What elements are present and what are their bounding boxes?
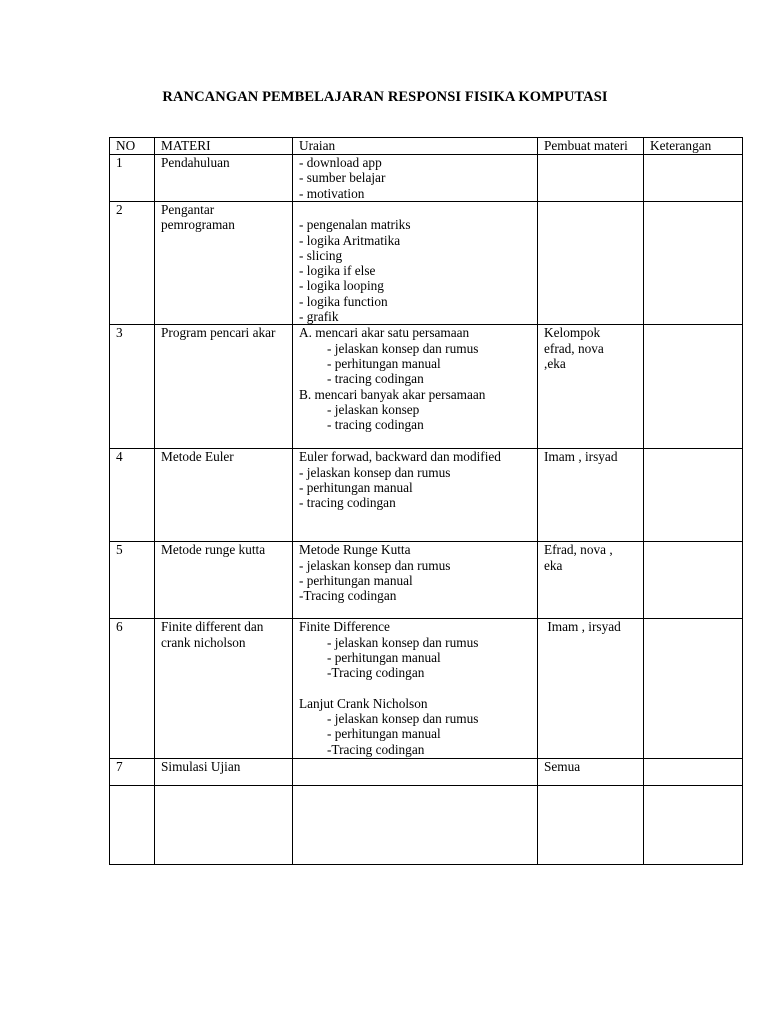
table-row [110, 325, 743, 449]
uraian-line: Finite Difference [299, 619, 390, 635]
row-materi: Simulasi Ujian [155, 759, 293, 786]
header-uraian: Uraian [293, 138, 538, 155]
row-materi: Program pencari akar [155, 325, 293, 449]
row-keterangan [644, 786, 743, 865]
row-materi: Metode Euler [155, 449, 293, 542]
table-row [110, 155, 743, 202]
lesson-plan-table [109, 137, 743, 865]
row-no: 4 [110, 449, 155, 542]
uraian-line: - jelaskan konsep dan rumus [327, 634, 479, 650]
uraian-line: - motivation [299, 185, 365, 201]
header-keterangan: Keterangan [644, 138, 743, 155]
uraian-line: - logika if else [299, 263, 376, 279]
uraian-line: Metode Runge Kutta [299, 542, 411, 558]
row-keterangan [644, 325, 743, 449]
row-materi: Pengantar pemrograman [155, 202, 293, 325]
row-uraian [293, 786, 538, 865]
table-row [110, 542, 743, 619]
row-keterangan [644, 759, 743, 786]
header-row [110, 138, 743, 155]
row-no: 3 [110, 325, 155, 449]
uraian-line: - jelaskan konsep dan rumus [299, 464, 451, 480]
uraian-line: - logika function [299, 293, 388, 309]
row-uraian [293, 202, 538, 325]
uraian-line: -Tracing codingan [299, 588, 397, 604]
row-no: 6 [110, 619, 155, 759]
header-no: NO [110, 138, 155, 155]
row-materi: Pendahuluan [155, 155, 293, 202]
row-materi: Metode runge kutta [155, 542, 293, 619]
uraian-line: - sumber belajar [299, 170, 386, 186]
pembuat-text: Kelompok efrad, nova ,eka [544, 325, 604, 371]
row-uraian [293, 325, 538, 449]
uraian-line: -Tracing codingan [327, 741, 425, 757]
row-pembuat-materi [538, 202, 644, 325]
uraian-line: - jelaskan konsep dan rumus [327, 711, 479, 727]
row-uraian [293, 155, 538, 202]
row-no [110, 786, 155, 865]
uraian-line: Euler forwad, backward dan modified [299, 449, 501, 465]
row-pembuat-materi [538, 786, 644, 865]
row-pembuat-materi [538, 542, 644, 619]
row-no: 7 [110, 759, 155, 786]
table-row [110, 202, 743, 325]
row-no: 2 [110, 202, 155, 325]
uraian-line: - perhitungan manual [327, 355, 441, 371]
row-keterangan [644, 619, 743, 759]
uraian-line: B. mencari banyak akar persamaan [299, 386, 486, 402]
row-uraian [293, 542, 538, 619]
document-title: RANCANGAN PEMBELAJARAN RESPONSI FISIKA KOMPUTASI [162, 89, 608, 105]
uraian-line: - perhitungan manual [327, 649, 441, 665]
row-pembuat-materi: Semua [538, 759, 644, 786]
uraian-line: - download app [299, 155, 382, 170]
row-no: 5 [110, 542, 155, 619]
row-uraian [293, 759, 538, 786]
pembuat-text: Efrad, nova , eka [544, 542, 613, 573]
row-pembuat-materi: Imam , irsyad [538, 449, 644, 542]
table-row [110, 619, 743, 759]
uraian-line: - jelaskan konsep dan rumus [327, 340, 479, 356]
header-materi: MATERI [155, 138, 293, 155]
uraian-line: - perhitungan manual [299, 572, 413, 588]
uraian-line: - tracing codingan [327, 371, 424, 387]
row-materi: Finite different dan crank nicholson [155, 619, 293, 759]
row-no: 1 [110, 155, 155, 202]
uraian-line: - logika looping [299, 278, 384, 294]
row-pembuat-materi [538, 155, 644, 202]
table-row [110, 449, 743, 542]
row-materi [155, 786, 293, 865]
row-keterangan [644, 449, 743, 542]
uraian-line: - jelaskan konsep dan rumus [299, 557, 451, 573]
uraian-line: - tracing codingan [327, 417, 424, 433]
row-keterangan [644, 202, 743, 325]
uraian-spacer [299, 202, 534, 217]
row-keterangan [644, 155, 743, 202]
uraian-line: - slicing [299, 247, 343, 263]
uraian-line: - logika Aritmatika [299, 232, 401, 248]
row-uraian [293, 619, 538, 759]
uraian-line: Lanjut Crank Nicholson [299, 695, 428, 711]
uraian-line: - pengenalan matriks [299, 217, 411, 233]
uraian-line: - jelaskan konsep [327, 401, 420, 417]
row-uraian [293, 449, 538, 542]
uraian-line: A. mencari akar satu persamaan [299, 325, 470, 341]
row-pembuat-materi: Imam , irsyad [538, 619, 644, 759]
uraian-line: -Tracing codingan [327, 665, 425, 681]
table-row [110, 759, 743, 786]
header-pembuat-materi: Pembuat materi [538, 138, 644, 155]
uraian-line: - perhitungan manual [327, 726, 441, 742]
row-keterangan [644, 542, 743, 619]
uraian-line: - grafik [299, 309, 339, 325]
uraian-line: - tracing codingan [299, 495, 396, 511]
uraian-spacer [299, 681, 534, 696]
row-pembuat-materi [538, 325, 644, 449]
uraian-line: - perhitungan manual [299, 479, 413, 495]
table-row-empty [110, 786, 743, 865]
